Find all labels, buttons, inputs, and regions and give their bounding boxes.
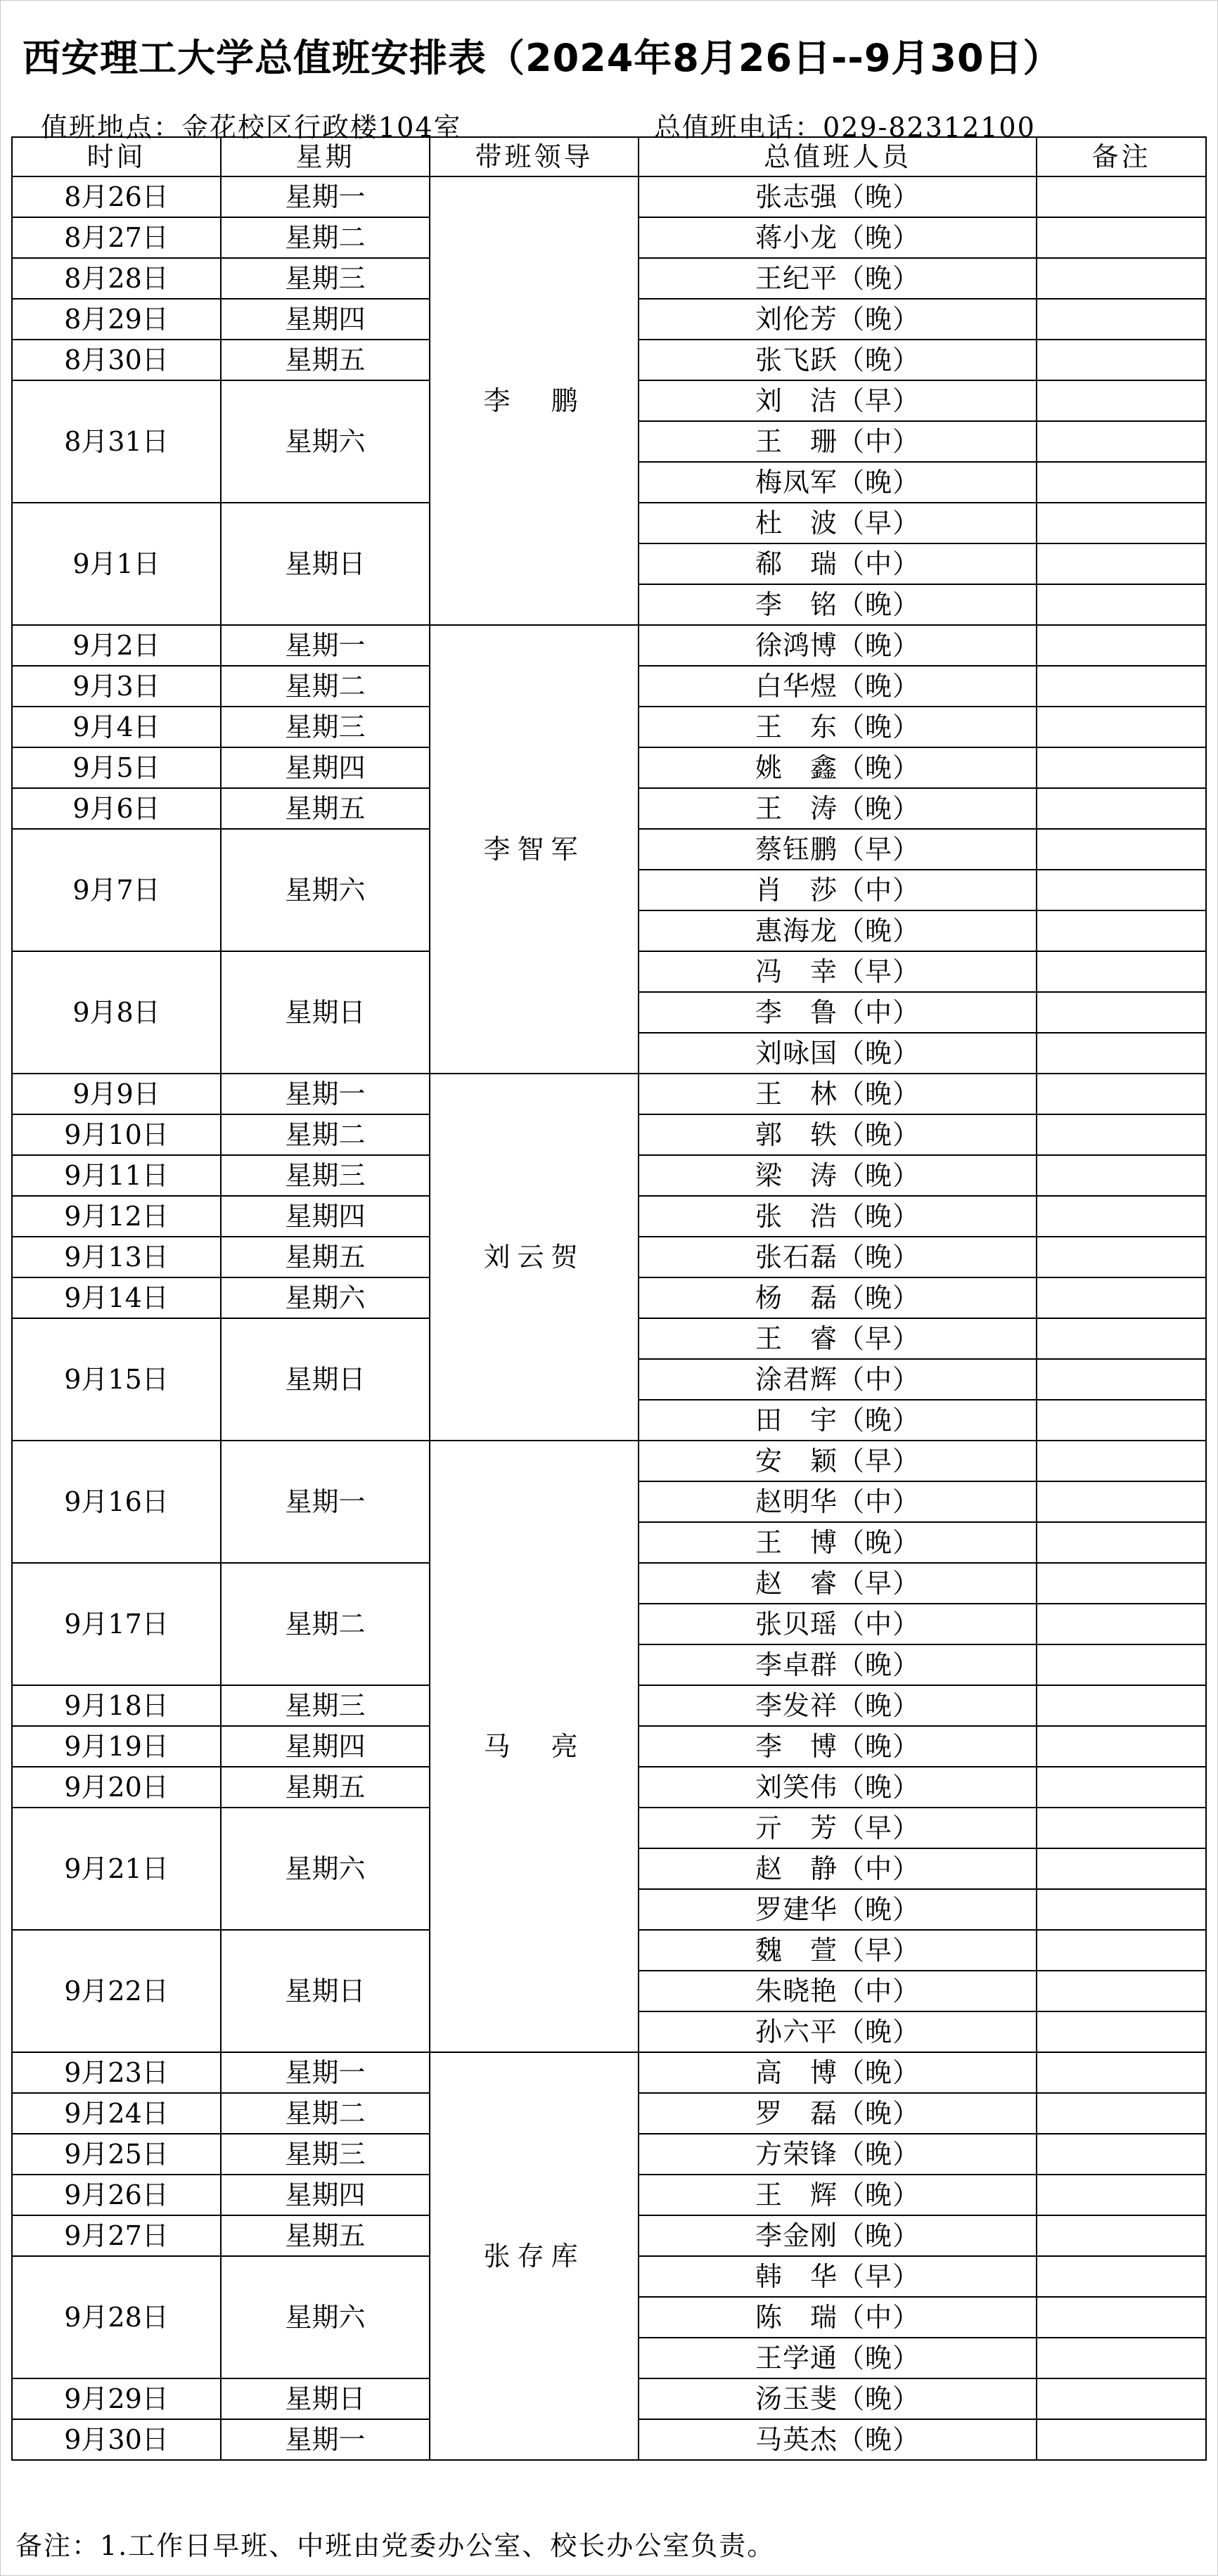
weekday-cell: 星期二: [221, 666, 430, 707]
weekday-cell: 星期日: [221, 1318, 430, 1441]
duty-staff-cell: 刘咏国（晚）: [639, 1033, 1037, 1074]
date-cell: 9月29日: [12, 2378, 221, 2419]
date-cell: 9月22日: [12, 1930, 221, 2052]
remarks-cell: [1037, 625, 1206, 666]
weekday-cell: 星期五: [221, 2215, 430, 2256]
remarks-cell: [1037, 2215, 1206, 2256]
remarks-cell: [1037, 543, 1206, 584]
remarks-cell: [1037, 1237, 1206, 1277]
remarks-cell: [1037, 2256, 1206, 2297]
table-header-row: [12, 137, 1206, 176]
date-cell: 9月28日: [12, 2256, 221, 2378]
date-cell: 9月26日: [12, 2175, 221, 2215]
remarks-cell: [1037, 1155, 1206, 1196]
duty-staff-cell: 韩 华（早）: [639, 2256, 1037, 2297]
duty-staff-cell: 田 宇（晚）: [639, 1400, 1037, 1441]
duty-staff-cell: 王 涛（晚）: [639, 788, 1037, 829]
date-cell: 9月23日: [12, 2052, 221, 2093]
duty-staff-cell: 高 博（晚）: [639, 2052, 1037, 2093]
date-cell: 9月12日: [12, 1196, 221, 1237]
table-row: [12, 1074, 1206, 1114]
remarks-cell: [1037, 1930, 1206, 1971]
date-cell: 9月1日: [12, 503, 221, 625]
weekday-cell: 星期一: [221, 2419, 430, 2460]
weekday-cell: 星期日: [221, 2378, 430, 2419]
duty-staff-cell: 李卓群（晚）: [639, 1644, 1037, 1685]
remarks-cell: [1037, 1685, 1206, 1726]
duty-staff-cell: 李发祥（晚）: [639, 1685, 1037, 1726]
remarks-cell: [1037, 2052, 1206, 2093]
remarks-cell: [1037, 1033, 1206, 1074]
duty-staff-cell: 张飞跃（晚）: [639, 340, 1037, 380]
duty-staff-cell: 王学通（晚）: [639, 2338, 1037, 2378]
header-leader: 带班领导: [430, 137, 639, 176]
duty-staff-cell: 郗 瑞（中）: [639, 543, 1037, 584]
remarks-cell: [1037, 1604, 1206, 1644]
date-cell: 9月17日: [12, 1563, 221, 1685]
duty-staff-cell: 涂君辉（中）: [639, 1359, 1037, 1400]
duty-staff-cell: 姚 鑫（晚）: [639, 747, 1037, 788]
date-cell: 8月27日: [12, 217, 221, 258]
remarks-cell: [1037, 666, 1206, 707]
weekday-cell: 星期三: [221, 1685, 430, 1726]
remarks-cell: [1037, 2175, 1206, 2215]
remarks-cell: [1037, 2378, 1206, 2419]
weekday-cell: 星期一: [221, 625, 430, 666]
remarks-cell: [1037, 788, 1206, 829]
duty-staff-cell: 王 东（晚）: [639, 707, 1037, 747]
leader-cell: 李 鹏: [430, 176, 639, 625]
duty-staff-cell: 张贝瑶（中）: [639, 1604, 1037, 1644]
weekday-cell: 星期六: [221, 829, 430, 951]
weekday-cell: 星期六: [221, 1277, 430, 1318]
date-cell: 9月21日: [12, 1808, 221, 1930]
duty-staff-cell: 罗建华（晚）: [639, 1889, 1037, 1930]
date-cell: 9月15日: [12, 1318, 221, 1441]
leader-cell: 刘云贺: [430, 1074, 639, 1441]
weekday-cell: 星期三: [221, 1155, 430, 1196]
remarks-cell: [1037, 992, 1206, 1033]
leader-cell: 张存库: [430, 2052, 639, 2460]
header-remarks: 备注: [1037, 137, 1206, 176]
duty-staff-cell: 赵 睿（早）: [639, 1563, 1037, 1604]
remarks-cell: [1037, 1889, 1206, 1930]
duty-staff-cell: 方荣锋（晚）: [639, 2134, 1037, 2175]
remarks-cell: [1037, 1808, 1206, 1848]
remarks-cell: [1037, 1644, 1206, 1685]
duty-staff-cell: 李 铭（晚）: [639, 584, 1037, 625]
duty-staff-cell: 刘 洁（早）: [639, 380, 1037, 421]
remarks-cell: [1037, 2011, 1206, 2052]
weekday-cell: 星期六: [221, 1808, 430, 1930]
duty-staff-cell: 杜 波（早）: [639, 503, 1037, 543]
duty-staff-cell: 刘伦芳（晚）: [639, 299, 1037, 340]
date-cell: 9月30日: [12, 2419, 221, 2460]
remarks-cell: [1037, 1074, 1206, 1114]
duty-staff-cell: 王 珊（中）: [639, 421, 1037, 462]
remarks-cell: [1037, 829, 1206, 870]
weekday-cell: 星期二: [221, 217, 430, 258]
duty-staff-cell: 刘笑伟（晚）: [639, 1767, 1037, 1808]
duty-staff-cell: 李金刚（晚）: [639, 2215, 1037, 2256]
header-time: 时间: [12, 137, 221, 176]
duty-staff-cell: 赵 静（中）: [639, 1848, 1037, 1889]
duty-staff-cell: 汤玉斐（晚）: [639, 2378, 1037, 2419]
remarks-cell: [1037, 1848, 1206, 1889]
weekday-cell: 星期日: [221, 1930, 430, 2052]
duty-staff-cell: 梅凤军（晚）: [639, 462, 1037, 503]
date-cell: 9月14日: [12, 1277, 221, 1318]
duty-staff-cell: 蒋小龙（晚）: [639, 217, 1037, 258]
weekday-cell: 星期四: [221, 2175, 430, 2215]
duty-staff-cell: 蔡钰鹏（早）: [639, 829, 1037, 870]
duty-staff-cell: 张 浩（晚）: [639, 1196, 1037, 1237]
duty-location: 值班地点：金花校区行政楼104室: [41, 112, 462, 143]
remarks-cell: [1037, 910, 1206, 951]
date-cell: 9月11日: [12, 1155, 221, 1196]
date-cell: 8月30日: [12, 340, 221, 380]
weekday-cell: 星期五: [221, 1237, 430, 1277]
weekday-cell: 星期二: [221, 1114, 430, 1155]
duty-staff-cell: 梁 涛（晚）: [639, 1155, 1037, 1196]
weekday-cell: 星期四: [221, 747, 430, 788]
remarks-cell: [1037, 951, 1206, 992]
remarks-cell: [1037, 421, 1206, 462]
duty-staff-cell: 王纪平（晚）: [639, 258, 1037, 299]
duty-staff-cell: 张石磊（晚）: [639, 1237, 1037, 1277]
date-cell: 8月31日: [12, 380, 221, 503]
remarks-cell: [1037, 1767, 1206, 1808]
date-cell: 9月4日: [12, 707, 221, 747]
date-cell: 9月8日: [12, 951, 221, 1074]
remarks-cell: [1037, 1563, 1206, 1604]
weekday-cell: 星期三: [221, 258, 430, 299]
weekday-cell: 星期二: [221, 2093, 430, 2134]
weekday-cell: 星期五: [221, 340, 430, 380]
duty-staff-cell: 郭 轶（晚）: [639, 1114, 1037, 1155]
weekday-cell: 星期五: [221, 1767, 430, 1808]
weekday-cell: 星期三: [221, 2134, 430, 2175]
table-row: [12, 625, 1206, 666]
table-row: [12, 1441, 1206, 1481]
remarks-cell: [1037, 2297, 1206, 2338]
weekday-cell: 星期日: [221, 503, 430, 625]
duty-staff-cell: 杨 磊（晚）: [639, 1277, 1037, 1318]
duty-staff-cell: 马英杰（晚）: [639, 2419, 1037, 2460]
date-cell: 9月18日: [12, 1685, 221, 1726]
header-weekday: 星期: [221, 137, 430, 176]
weekday-cell: 星期二: [221, 1563, 430, 1685]
remarks-cell: [1037, 176, 1206, 217]
weekday-cell: 星期三: [221, 707, 430, 747]
weekday-cell: 星期六: [221, 2256, 430, 2378]
leader-cell: 李智军: [430, 625, 639, 1074]
remarks-cell: [1037, 1277, 1206, 1318]
table-row: [12, 176, 1206, 217]
remarks-cell: [1037, 2419, 1206, 2460]
weekday-cell: 星期一: [221, 1441, 430, 1563]
duty-staff-cell: 张志强（晚）: [639, 176, 1037, 217]
remarks-cell: [1037, 1971, 1206, 2011]
duty-staff-cell: 王 博（晚）: [639, 1522, 1037, 1563]
table-row: [12, 2052, 1206, 2093]
leader-cell: 马 亮: [430, 1441, 639, 2052]
remarks-cell: [1037, 1400, 1206, 1441]
remarks-cell: [1037, 258, 1206, 299]
title-bar: [0, 0, 1218, 107]
date-cell: 9月3日: [12, 666, 221, 707]
remarks-cell: [1037, 1726, 1206, 1767]
duty-staff-cell: 惠海龙（晚）: [639, 910, 1037, 951]
duty-staff-cell: 魏 萱（早）: [639, 1930, 1037, 1971]
duty-staff-cell: 孙六平（晚）: [639, 2011, 1037, 2052]
weekday-cell: 星期日: [221, 951, 430, 1074]
duty-staff-cell: 赵明华（中）: [639, 1481, 1037, 1522]
weekday-cell: 星期四: [221, 1196, 430, 1237]
date-cell: 9月16日: [12, 1441, 221, 1563]
remarks-cell: [1037, 1114, 1206, 1155]
duty-staff-cell: 安 颖（早）: [639, 1441, 1037, 1481]
duty-staff-cell: 肖 莎（中）: [639, 870, 1037, 910]
duty-phone: 总值班电话：029-82312100: [654, 112, 1036, 143]
schedule-table: [11, 136, 1207, 2461]
remarks-cell: [1037, 462, 1206, 503]
weekday-cell: 星期一: [221, 1074, 430, 1114]
date-cell: 9月6日: [12, 788, 221, 829]
duty-staff-cell: 白华煜（晚）: [639, 666, 1037, 707]
weekday-cell: 星期六: [221, 380, 430, 503]
date-cell: 9月9日: [12, 1074, 221, 1114]
weekday-cell: 星期一: [221, 2052, 430, 2093]
remarks-cell: [1037, 1481, 1206, 1522]
remarks-cell: [1037, 340, 1206, 380]
duty-staff-cell: 李 博（晚）: [639, 1726, 1037, 1767]
duty-staff-cell: 罗 磊（晚）: [639, 2093, 1037, 2134]
date-cell: 9月27日: [12, 2215, 221, 2256]
date-cell: 9月19日: [12, 1726, 221, 1767]
remarks-cell: [1037, 380, 1206, 421]
remarks-cell: [1037, 1359, 1206, 1400]
remarks-cell: [1037, 1522, 1206, 1563]
remarks-cell: [1037, 1318, 1206, 1359]
remarks-cell: [1037, 1441, 1206, 1481]
remarks-cell: [1037, 747, 1206, 788]
duty-staff-cell: 王 辉（晚）: [639, 2175, 1037, 2215]
date-cell: 9月2日: [12, 625, 221, 666]
duty-staff-cell: 陈 瑞（中）: [639, 2297, 1037, 2338]
weekday-cell: 星期四: [221, 1726, 430, 1767]
remarks-cell: [1037, 2134, 1206, 2175]
remarks-cell: [1037, 1196, 1206, 1237]
date-cell: 9月5日: [12, 747, 221, 788]
date-cell: 8月26日: [12, 176, 221, 217]
date-cell: 9月24日: [12, 2093, 221, 2134]
date-cell: 9月10日: [12, 1114, 221, 1155]
remarks-cell: [1037, 2338, 1206, 2378]
date-cell: 8月29日: [12, 299, 221, 340]
date-cell: 8月28日: [12, 258, 221, 299]
duty-staff-cell: 王 林（晚）: [639, 1074, 1037, 1114]
date-cell: 9月20日: [12, 1767, 221, 1808]
duty-staff-cell: 朱晓艳（中）: [639, 1971, 1037, 2011]
weekday-cell: 星期五: [221, 788, 430, 829]
date-cell: 9月7日: [12, 829, 221, 951]
date-cell: 9月25日: [12, 2134, 221, 2175]
schedule-body: [12, 176, 1206, 2460]
page-title: 西安理工大学总值班安排表（2024年8月26日--9月30日）: [23, 36, 1062, 80]
date-cell: 9月13日: [12, 1237, 221, 1277]
remarks-cell: [1037, 2093, 1206, 2134]
remarks-cell: [1037, 584, 1206, 625]
weekday-cell: 星期四: [221, 299, 430, 340]
remarks-cell: [1037, 217, 1206, 258]
duty-staff-cell: 冯 幸（早）: [639, 951, 1037, 992]
remarks-cell: [1037, 870, 1206, 910]
weekday-cell: 星期一: [221, 176, 430, 217]
duty-staff-cell: 亓 芳（早）: [639, 1808, 1037, 1848]
duty-staff-cell: 李 鲁（中）: [639, 992, 1037, 1033]
remarks-cell: [1037, 299, 1206, 340]
header-staff: 总值班人员: [639, 137, 1037, 176]
footnote: 备注：1.工作日早班、中班由党委办公室、校长办公室负责。: [15, 2530, 776, 2561]
remarks-cell: [1037, 503, 1206, 543]
duty-staff-cell: 徐鸿博（晚）: [639, 625, 1037, 666]
remarks-cell: [1037, 707, 1206, 747]
duty-staff-cell: 王 睿（早）: [639, 1318, 1037, 1359]
